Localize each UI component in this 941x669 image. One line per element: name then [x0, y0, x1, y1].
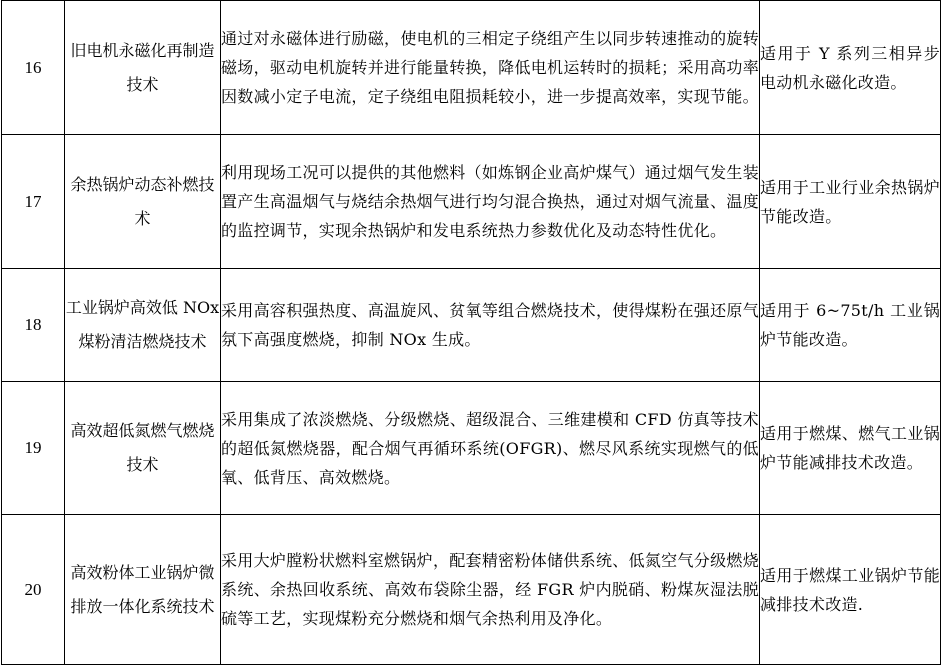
technology-description: 通过对永磁体进行励磁，使电机的三相定子绕组产生以同步转速推动的旋转磁场，驱动电机旋转并进行能量转换，降低电机运转时的损耗；采用高功率因数减小定子电流，定子绕组电阻损耗较小，进一步提高效率，实现节能。 — [221, 29, 759, 106]
technology-description-cell — [221, 382, 760, 515]
technology-name-cell — [65, 269, 221, 382]
table-row — [2, 1, 941, 135]
row-number-cell — [2, 515, 65, 665]
application-scope-cell — [760, 269, 941, 382]
technology-name: 余热锅炉动态补燃技术 — [70, 174, 215, 228]
row-number: 18 — [24, 315, 42, 334]
technology-name-cell — [65, 135, 221, 269]
application-scope-cell — [760, 382, 941, 515]
table-row — [2, 269, 941, 382]
technology-description-cell — [221, 1, 760, 135]
application-scope: 适用于燃煤工业锅炉节能减排技术改造. — [760, 565, 940, 614]
row-number-cell — [2, 135, 65, 269]
technology-description: 利用现场工况可以提供的其他燃料（如炼钢企业高炉煤气）通过烟气发生装置产生高温烟气与烧结余热烟气进行均匀混合换热，通过对烟气流量、温度的监控调节，实现余热锅炉和发电系统热力参数优化及动态特性优化。 — [221, 163, 759, 240]
technology-name: 工业锅炉高效低 NOx 煤粉清洁燃烧技术 — [65, 298, 220, 351]
application-scope: 适用于工业行业余热锅炉节能改造。 — [760, 177, 940, 226]
application-scope: 适用于 Y 系列三相异步电动机永磁化改造。 — [760, 43, 940, 92]
row-number: 19 — [24, 438, 42, 457]
row-number-cell — [2, 382, 65, 515]
technology-table — [1, 0, 941, 665]
application-scope: 适用于 6~75t/h 工业锅炉节能改造。 — [760, 301, 940, 349]
technology-name-cell — [65, 382, 221, 515]
application-scope-cell — [760, 515, 941, 665]
technology-name: 高效粉体工业锅炉微排放一体化系统技术 — [70, 562, 215, 616]
technology-description-cell — [221, 269, 760, 382]
technology-description-cell — [221, 515, 760, 665]
technology-name: 高效超低氮燃气燃烧技术 — [70, 421, 215, 474]
technology-name-cell — [65, 1, 221, 135]
application-scope: 适用于燃煤、燃气工业锅炉节能减排技术改造。 — [760, 424, 940, 472]
table-row — [2, 382, 941, 515]
application-scope-cell — [760, 135, 941, 269]
table-row — [2, 515, 941, 665]
table-row — [2, 135, 941, 269]
technology-description: 采用集成了浓淡燃烧、分级燃烧、超级混合、三维建模和 CFD 仿真等技术的超低氮燃烧器，配合烟气再循环系统(OFGR)、燃尽风系统实现燃气的低氧、低背压、高效燃烧。 — [221, 409, 759, 487]
technology-description-cell — [221, 135, 760, 269]
row-number: 20 — [24, 579, 42, 599]
technology-name: 旧电机永磁化再制造技术 — [70, 40, 215, 94]
row-number-cell — [2, 269, 65, 382]
row-number: 16 — [24, 57, 42, 77]
row-number-cell — [2, 1, 65, 135]
technology-description: 采用高容积强热度、高温旋风、贫氧等组合燃烧技术，使得煤粉在强还原气氛下高强度燃烧，抑制 NOx 生成。 — [221, 301, 759, 349]
technology-description: 采用大炉膛粉状燃料室燃锅炉，配套精密粉体储供系统、低氮空气分级燃烧系统、余热回收系统、高效布袋除尘器，经 FGR 炉内脱硝、粉煤灰湿法脱硫等工艺，实现煤粉充分燃烧和烟气余热利用及净化。 — [221, 551, 759, 628]
application-scope-cell — [760, 1, 941, 135]
technology-name-cell — [65, 515, 221, 665]
row-number: 17 — [24, 191, 42, 211]
